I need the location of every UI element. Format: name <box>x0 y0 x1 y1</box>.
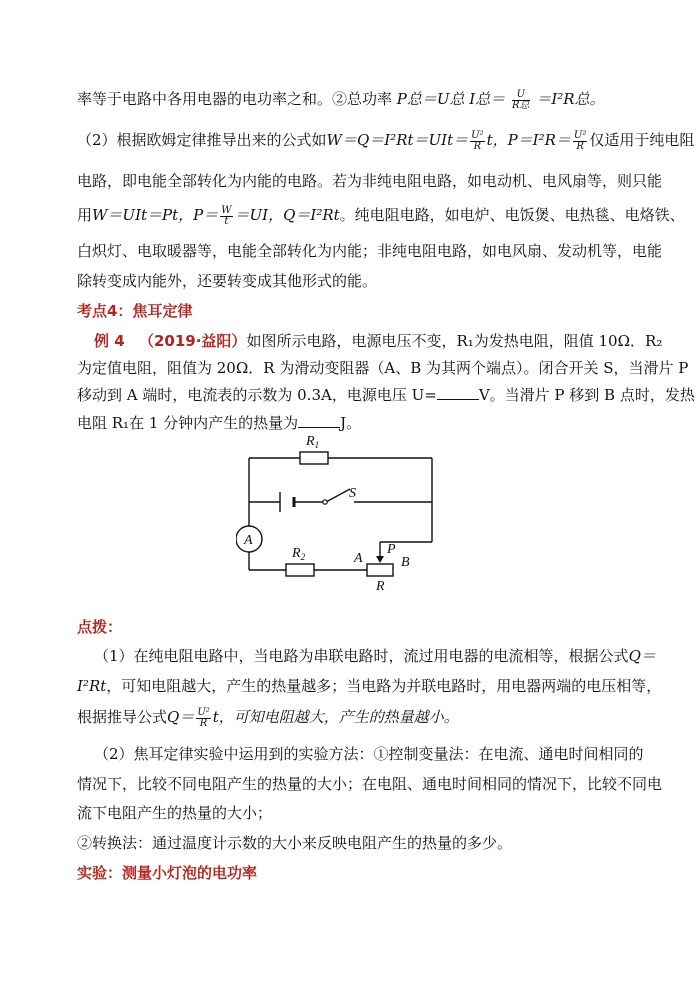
switch-contact <box>323 500 327 504</box>
text-line <box>77 205 685 227</box>
example-source: （2019·益阳） <box>138 332 247 350</box>
answer-blank <box>437 385 479 400</box>
label-rheostat: R <box>376 579 385 594</box>
text: t，可知电阻越大，产生的热量越小。 <box>212 708 459 726</box>
resistor-r2 <box>286 564 314 576</box>
text-line: 为定值电阻，阻值为 20Ω．R 为滑动变阻器（A、B 为其两个端点）。闭合开关 S，当滑片 P <box>77 359 689 377</box>
text-line: ②转换法：通过温度计示数的大小来反映电阻产生的热量的多少。 <box>77 834 513 852</box>
label-end-b: B <box>401 555 410 570</box>
formula: ＝I²R总。 <box>536 90 605 108</box>
text: 率等于电路中各用电器的电功率之和。②总功率 <box>77 90 393 108</box>
label-end-a: A <box>354 551 363 566</box>
label-switch: S <box>349 486 356 501</box>
section-heading: 实验：测量小灯泡的电功率 <box>77 864 258 882</box>
text-line: 情况下，比较不同电阻产生的热量的大小；在电阻、通电时间相同的情况下，比较不同电 <box>77 775 663 793</box>
text-line: 除转变成内能外，还要转变成其他形式的能。 <box>77 272 378 290</box>
section-heading: 考点4：焦耳定律 <box>77 302 193 320</box>
text-line <box>94 331 662 351</box>
formula: I²Rt <box>77 677 107 695</box>
text: 。纯电阻电路，如电炉、电饭煲、电热毯、电烙铁、 <box>339 206 685 224</box>
label-r1: $R_1$ <box>306 434 320 450</box>
fraction: $\frac{U}{\text{R总}}$ <box>512 88 530 111</box>
fraction: $\frac{\text{U²}}{R}$ <box>197 706 210 729</box>
fraction: $\frac{\text{U²}}{R}$ <box>573 129 587 152</box>
slider-arrow <box>376 556 384 563</box>
text: 仅适用于纯电阻 <box>589 131 695 149</box>
formula: W＝UIt＝Pt，P＝ <box>92 206 219 224</box>
text: 如图所示电路，电源电压不变，R₁为发热电阻，阻值 10Ω．R₂ <box>246 332 663 350</box>
fraction: $\frac{W}{t}$ <box>221 204 232 227</box>
text: V。当滑片 P 移到 B 点时，发热 <box>478 386 695 404</box>
formula: W＝Q＝I²Rt＝UIt＝ <box>326 131 469 149</box>
section-heading: 点拨： <box>77 618 123 636</box>
text-line: （2）焦耳定律实验中运用到的实验方法：①控制变量法：在电流、通电时间相同的 <box>94 745 644 763</box>
resistor-r1 <box>300 452 328 464</box>
circuit-diagram <box>236 425 446 595</box>
formula: ＝UI，Q＝I²Rt <box>234 206 340 224</box>
formula: Q＝ <box>628 647 656 665</box>
example-label: 例 4 <box>94 332 125 350</box>
text-line: 电路，即电能全部转化为内能的电路。若为非纯电阻电路，如电动机、电风扇等，则只能 <box>77 172 663 190</box>
text: 根据推导公式 <box>77 708 168 726</box>
text-line <box>77 676 661 696</box>
text-line <box>77 89 605 111</box>
text: 移动到 A 端时，电流表的示数为 0.3A，电源电压 U= <box>77 386 437 404</box>
text-line <box>94 646 656 666</box>
text-line <box>77 130 694 152</box>
text: （2）根据欧姆定律推导出来的公式如 <box>77 131 327 149</box>
fraction: $\frac{\text{U²}}{R}$ <box>471 129 484 152</box>
rheostat <box>367 564 393 576</box>
label-slider-p: P <box>387 542 396 557</box>
text: 电阻 R₁在 1 分钟内产生的热量为 <box>77 414 299 432</box>
text-line: 流下电阻产生的热量的大小； <box>77 804 273 822</box>
text: J。 <box>340 414 362 432</box>
text: 用 <box>77 206 93 224</box>
text-line <box>77 707 459 729</box>
switch-blade <box>326 489 350 502</box>
ammeter-label: A <box>244 533 253 548</box>
text: （1）在纯电阻电路中，当电路为串联电路时，流过用电器的电流相等，根据公式 <box>94 647 629 665</box>
formula: Q＝ <box>167 708 195 726</box>
text-line: 白炽灯、电取暖器等，电能全部转化为内能；非纯电阻电路，如电风扇、发动机等，电能 <box>77 242 663 260</box>
text: ，可知电阻越大，产生的热量越多；当电路为并联电路时，用电器两端的电压相等， <box>106 677 662 695</box>
formula: t，P＝I²R＝ <box>486 131 571 149</box>
formula: P总＝U总 I总＝ <box>396 90 506 108</box>
label-r2: $R_2$ <box>292 546 306 562</box>
text-line <box>77 385 695 405</box>
